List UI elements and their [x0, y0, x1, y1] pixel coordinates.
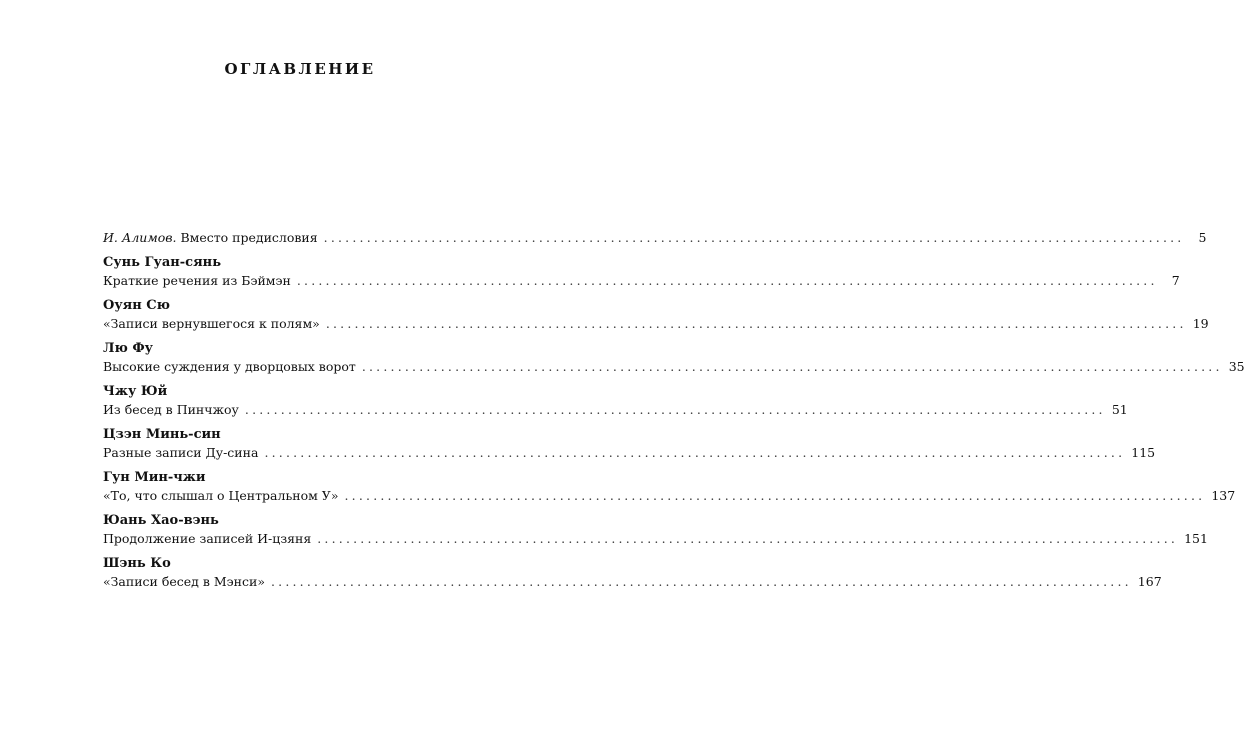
toc-line[interactable]	[103, 444, 1156, 462]
dot-leader: ........................................................................................................................	[344, 488, 1206, 503]
toc-page-number: 167	[1137, 574, 1162, 589]
toc-entry-sun-guan-xian	[103, 254, 1180, 290]
toc-author-italic: И. Алимов.	[103, 230, 177, 245]
toc-work-title: Краткие речения из Бэймэн	[103, 273, 291, 288]
toc-author: Шэнь Ко	[103, 556, 171, 571]
dot-leader: ........................................................................................................................	[323, 230, 1185, 245]
toc-line[interactable]	[103, 401, 1128, 419]
toc-page-number: 19	[1192, 316, 1209, 331]
dot-leader: ........................................................................................................................	[264, 445, 1126, 460]
toc-entry-gong-ming-zhi	[103, 469, 1236, 505]
toc-entry-zeng-min-xing	[103, 426, 1156, 462]
toc-line[interactable]	[103, 315, 1209, 333]
toc-author: Юань Хао-вэнь	[103, 513, 219, 528]
toc-line[interactable]	[103, 530, 1208, 548]
toc-author: Цзэн Минь-син	[103, 427, 221, 442]
toc-line[interactable]	[103, 487, 1236, 505]
toc-entry-shen-kuo	[103, 555, 1162, 591]
table-of-contents	[103, 229, 1245, 591]
toc-author: Чжу Юй	[103, 384, 168, 399]
toc-work-title	[103, 229, 318, 247]
page-title: ОГЛАВЛЕНИЕ	[224, 60, 376, 78]
toc-work-title: Высокие суждения у дворцовых ворот	[103, 359, 356, 374]
toc-page-number: 5	[1198, 230, 1207, 245]
toc-author: Сунь Гуан-сянь	[103, 255, 222, 270]
dot-leader: ........................................................................................................................	[296, 273, 1158, 288]
toc-page-number: 151	[1184, 531, 1208, 546]
toc-entry-ouyang-xiu	[103, 297, 1209, 333]
dot-leader: ........................................................................................................................	[317, 531, 1179, 546]
toc-line[interactable]	[103, 229, 1207, 247]
toc-line[interactable]	[103, 573, 1162, 591]
toc-work-title: «Записи вернувшегося к полям»	[103, 316, 320, 331]
toc-page-number: 51	[1111, 402, 1128, 417]
dot-leader: ........................................................................................................................	[361, 359, 1223, 374]
toc-work-title: «То, что слышал о Центральном У»	[103, 488, 339, 503]
dot-leader: ........................................................................................................................	[325, 316, 1187, 331]
toc-page-number: 137	[1211, 488, 1236, 503]
toc-entry-zhu-yu	[103, 383, 1128, 419]
toc-work-title: Продолжение записей И-цзяня	[103, 531, 312, 546]
toc-work-title: Разные записи Ду-сина	[103, 445, 259, 460]
dot-leader: ........................................................................................................................	[244, 402, 1106, 417]
toc-page-number: 115	[1131, 445, 1156, 460]
toc-page-number: 7	[1171, 273, 1180, 288]
toc-work-title: Из бесед в Пинчжоу	[103, 402, 239, 417]
toc-author: Оуян Сю	[103, 298, 170, 313]
toc-line[interactable]	[103, 272, 1180, 290]
toc-entry-preface	[103, 229, 1207, 247]
toc-line[interactable]	[103, 358, 1245, 376]
toc-page-number: 35	[1228, 359, 1245, 374]
toc-work-title: «Записи бесед в Мэнси»	[103, 574, 265, 589]
toc-entry-liu-fu	[103, 340, 1245, 376]
toc-work-text: Вместо предисловия	[180, 230, 318, 245]
toc-author: Гун Мин-чжи	[103, 470, 206, 485]
dot-leader: ........................................................................................................................	[270, 574, 1132, 589]
toc-author: Лю Фу	[103, 341, 154, 356]
toc-entry-yuan-hao-wen	[103, 512, 1208, 548]
